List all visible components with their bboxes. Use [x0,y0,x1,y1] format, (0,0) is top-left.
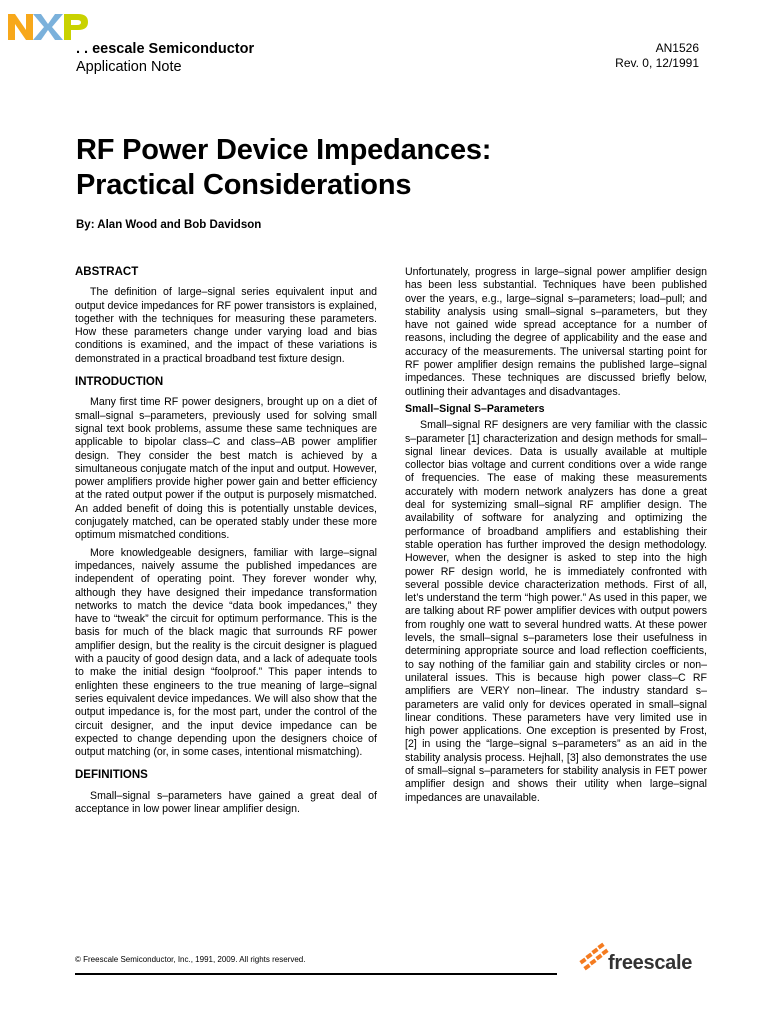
introduction-heading: INTRODUCTION [75,376,164,389]
abstract-paragraph: The definition of large–signal series equivalent input and output device impedances for RF power transistors is explained, together with the techniques for measuring these parameters. How these parameters change under varying load and bias conditions is examined, and the impact of these variations is demonstrated in a practical broadband test fixture design. [75,286,377,365]
company-name: . . eescale Semiconductor [76,41,255,57]
nxp-logo [6,10,90,44]
title-line-2: Practical Considerations [76,169,412,201]
introduction-paragraph-2: More knowledgeable designers, familiar with large–signal impedances, naively assume the published impedances are independent of operating point. They forever wonder why, although they have designed their impedance transformation networks to match the device “data book impedances,” they have to “tweak” the circuit for optimum performance. This is the basis for much of the black magic that surrounds RF power amplifier design, but the reality is the circuit designer is plagued with a paucity of good design data, and a lack of adequate tools to make the initial design “foolproof.” This paper intends to enlighten these engineers to the true meaning of large–signal series equivalent device impedances. We will also show that the output impedance is, for the most part, under the control of the circuit designer, and the input device impedance can be expected to change depending upon the designers choice of output matching (or, in some cases, intentional mismatching). [75,546,377,759]
copyright-notice: © Freescale Semiconductor, Inc., 1991, 2009. All rights reserved. [75,955,306,964]
introduction-paragraph-1: Many first time RF power designers, brought up on a diet of small–signal s–parameters, previously used for solving small signal text book problems, assume these same techniques are applicable to bipolar class–C and class–AB power amplifier design. They consider the best match is achieved by a simultaneous conjugate match of the input and output. However, power amplifiers provide higher power gain and better efficiency at the rated output power if the output is purposely mismatched. An added benefit of doing this is potentially unstable devices, conjugately matched, can be operated stably under these more optimum mismatched conditions. [75,396,377,542]
document-revision: Rev. 0, 12/1991 [615,56,699,70]
document-type: Application Note [76,59,182,75]
right-column [405,266,707,809]
left-column [75,264,377,820]
definitions-heading: DEFINITIONS [75,769,148,782]
right-paragraph-2: Small–signal RF designers are very familiar with the classic s–parameter [1] characterization and design methods for small–signal linear devices. Data is usually available at multiple collector bias voltage and current conditions over a wide range of frequencies. The ease of making these measurements accurately with modern network analyzers has done a great deal for systemizing small–signal RF amplifier design. The availability of software for analyzing and optimizing the performance of broadband amplifiers and establishing their stable operation has further improved the design methodology. However, when the designer is asked to step into the high power RF design world, he is immediately confronted with several possible device characterization methods. First of all, let’s understand the term “high power.” As used in this paper, we are talking about RF power amplifier devices with output powers from roughly one watt to several hundred watts. At these power levels, the small–signal s–parameters lose their usefulness in determining appropriate source and load reflection coefficients, to say nothing of the familiar gain and stability circles or non–unilateral issues. This is because high power class–C RF amplifiers are VERY non–linear. The industry standard s–parameters are valid only for devices operated in small–signal linear conditions. These parameters have very limited use in high power applications. One exception is presented by Frost, [2] in using the “large–signal s–parameters” as an aid in the stability analysis process. Hejhall, [3] also demonstrates the use of small–signal s–parameters for stability analysis in FET power amplifier design and shows their utility when large–signal impedances are unavailable. [405,419,707,804]
document-number: AN1526 [655,41,699,55]
authors: By: Alan Wood and Bob Davidson [76,219,262,231]
definitions-paragraph: Small–signal s–parameters have gained a great deal of acceptance in low power linear amplifier design. [75,789,377,815]
right-paragraph-1: Unfortunately, progress in large–signal power amplifier design has been less substantial. Techniques have been published over the years, e.g., large–signal s–parameters; load–pull; and stability analysis using small–signal s–parameters, but they have not gained wide spread acceptance for a number of reasons, including the degree of applicability and the ease and accuracy of the measurements. The universal starting point for RF power amplifier design remains the published large–signal impedances. These techniques are discussed briefly below, outlining their advantages and disadvantages. [405,266,707,398]
abstract-heading: ABSTRACT [75,266,139,278]
small-signal-subheading: Small–Signal S–Parameters [405,402,545,415]
page-title [76,133,676,203]
document-info [615,41,699,71]
title-line-1: RF Power Device Impedances: [76,134,492,166]
freescale-brand: freescale [608,952,693,974]
footer-divider [75,973,557,975]
